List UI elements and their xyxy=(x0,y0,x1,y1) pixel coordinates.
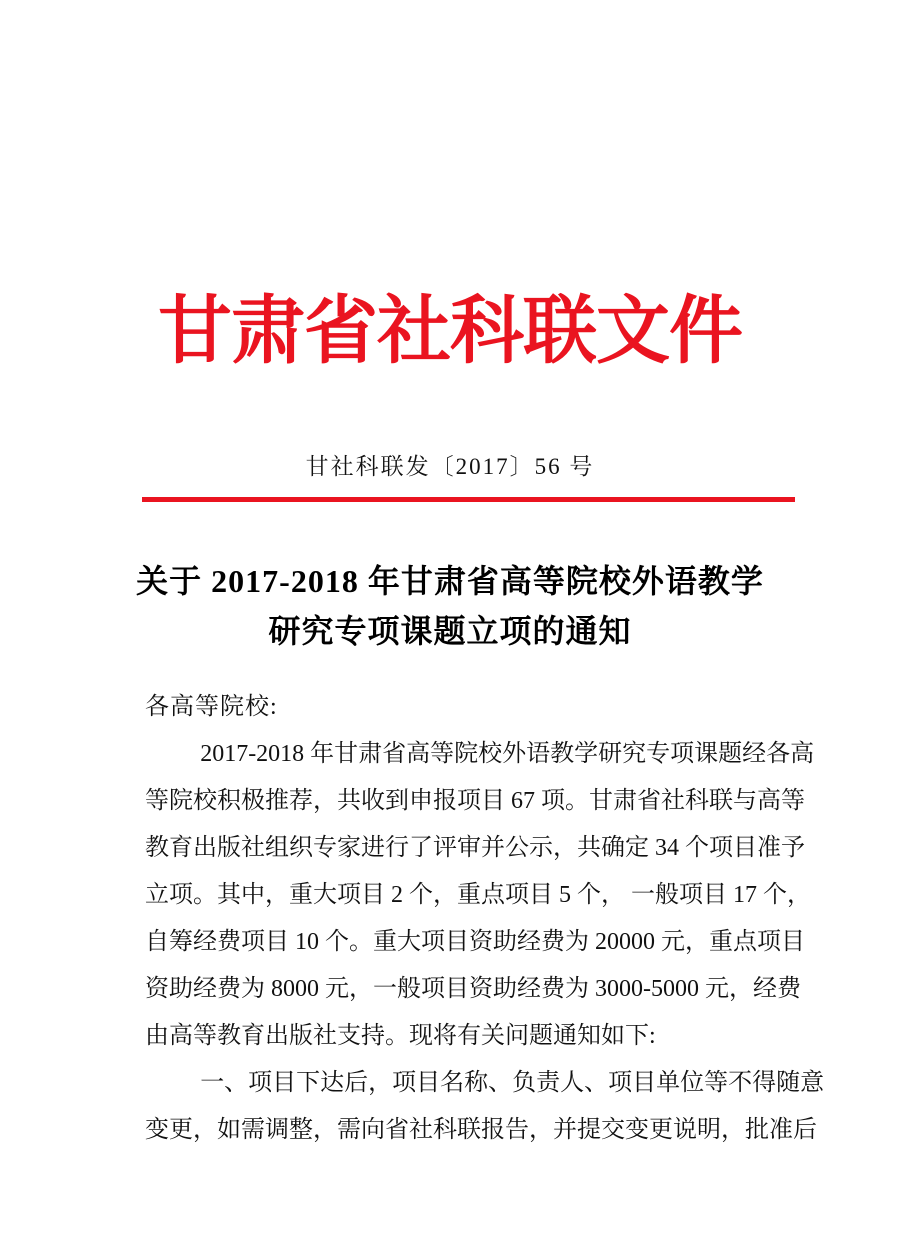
body-line: 教育出版社组织专家进行了评审并公示，共确定 34 个项目准予 xyxy=(145,835,805,861)
document-number: 甘社科联发〔2017〕56 号 xyxy=(305,454,595,479)
body-line: 立项。其中，重大项目 2 个，重点项目 5 个， 一般项目 17 个， xyxy=(145,882,811,908)
body-line: 2017-2018 年甘肃省高等院校外语教学研究专项课题经各高 xyxy=(200,741,815,767)
salutation: 各高等院校: xyxy=(145,694,278,720)
notice-title xyxy=(100,556,800,656)
body-line: 由高等教育出版社支持。现将有关问题通知如下: xyxy=(145,1023,656,1049)
body-line: 等院校积极推荐，共收到申报项目 67 项。甘肃省社科联与高等 xyxy=(145,788,805,814)
letterhead-title: 甘肃省社科联文件 xyxy=(158,291,742,373)
body-line: 自筹经费项目 10 个。重大项目资助经费为 20000 元，重点项目 xyxy=(145,929,805,955)
notice-title-line2: 研究专项课题立项的通知 xyxy=(268,613,632,649)
document-body xyxy=(145,684,825,1154)
body-line: 资助经费为 8000 元，一般项目资助经费为 3000-5000 元，经费 xyxy=(145,976,801,1002)
notice-title-line1: 关于 2017-2018 年甘肃省高等院校外语教学 xyxy=(136,563,764,599)
red-divider-line xyxy=(142,497,795,502)
body-line: 变更，如需调整，需向省社科联报告，并提交变更说明，批准后 xyxy=(145,1117,817,1143)
body-paragraphs xyxy=(145,731,825,1154)
body-line: 一、项目下达后，项目名称、负责人、项目单位等不得随意 xyxy=(200,1070,825,1096)
